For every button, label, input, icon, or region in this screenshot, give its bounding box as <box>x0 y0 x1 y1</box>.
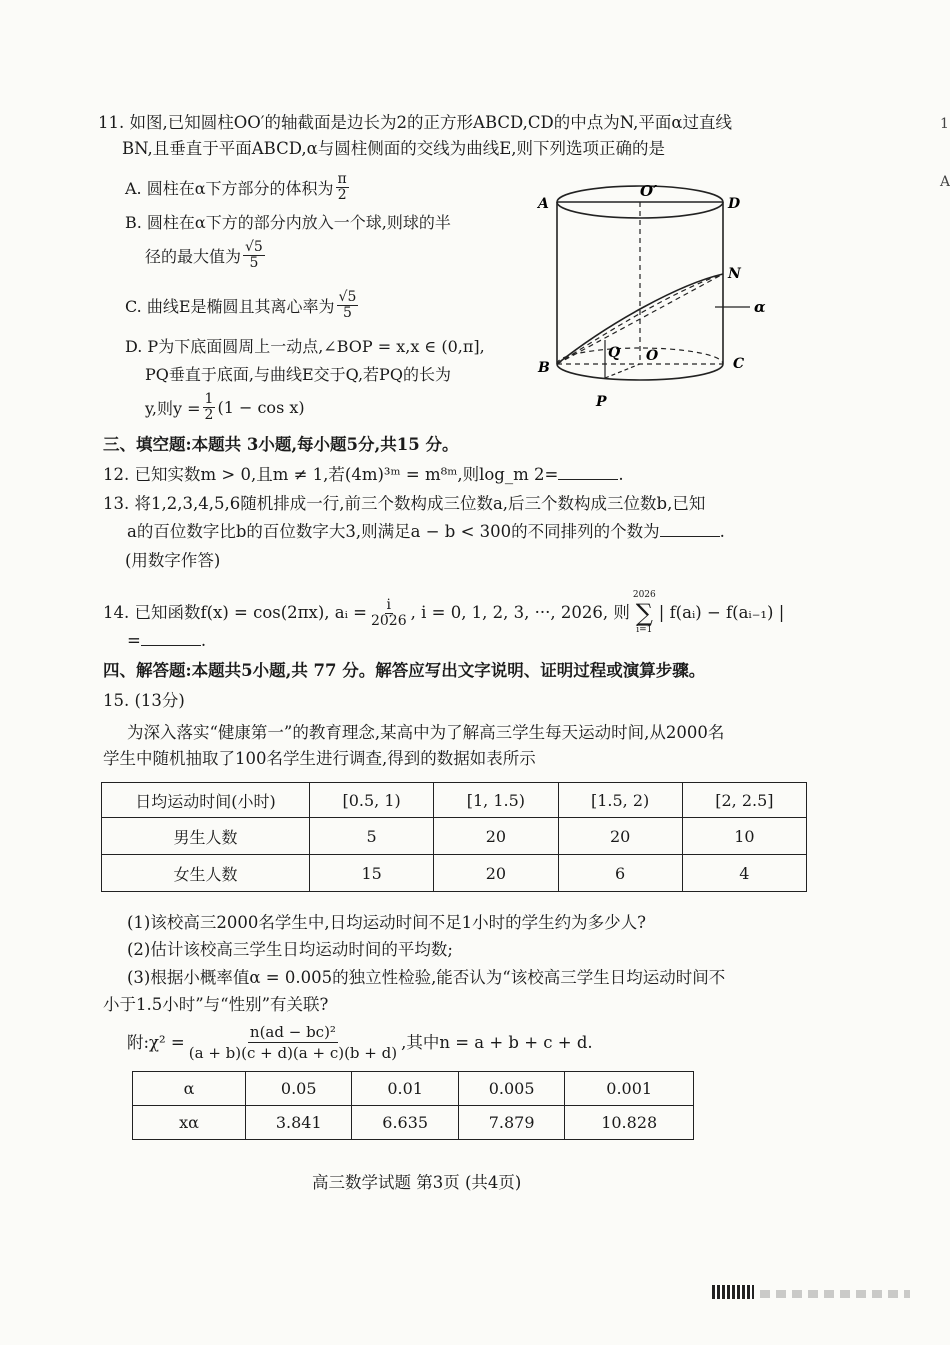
q14-answer-blank <box>141 631 201 646</box>
q15-intro-line1: 为深入落实“健康第一”的教育理念,某高中为了解高三学生每天运动时间,从2000名 <box>127 723 725 742</box>
table-cell: 0.05 <box>246 1072 352 1106</box>
label-a: A <box>538 196 549 212</box>
table-header-cell: [1, 1.5) <box>434 783 558 818</box>
label-b: B <box>538 360 550 376</box>
table-cell: α <box>133 1072 246 1106</box>
label-o: O <box>646 348 659 364</box>
table-row <box>102 818 807 855</box>
q14-sum-expression: | f(aᵢ) − f(aᵢ₋₁) | <box>658 603 785 622</box>
q12-text: 12. 已知实数m > 0,且m ≠ 1,若(4m)³ᵐ = m⁸ᵐ,则log_m 2= <box>103 465 559 484</box>
option-d-fraction <box>203 392 216 423</box>
label-p: P <box>596 394 607 410</box>
margin-mark-a: A <box>940 174 950 190</box>
q13-line1: 13. 将1,2,3,4,5,6随机排成一行,前三个数构成三位数a,后三个数构成三位数b,已知 <box>103 494 706 513</box>
label-o-prime: O′ <box>640 182 658 200</box>
fraction-denominator: 2026 <box>370 612 407 629</box>
q13-line2-text: a的百位数字比b的百位数字大3,则满足a − b < 300的不同排列的个数为 <box>127 522 660 541</box>
table-row <box>133 1072 694 1106</box>
table-cell: 0.005 <box>458 1072 564 1106</box>
sigma-icon: ∑ <box>635 599 653 627</box>
q11-option-b-line2 <box>145 240 267 271</box>
table-cell: 0.001 <box>565 1072 694 1106</box>
q15-sub2: (2)估计该校高三学生日均运动时间的平均数; <box>127 940 453 959</box>
section-3-heading: 三、填空题:本题共 3小题,每小题5分,共15 分。 <box>103 435 459 454</box>
cylinder-figure <box>530 172 780 422</box>
label-c: C <box>733 356 745 372</box>
q11-option-a <box>125 172 351 203</box>
sum-upper-limit: 2026 <box>632 590 656 600</box>
table-header-cell: [2, 2.5] <box>682 783 806 818</box>
sum-lower-limit: i=1 <box>636 625 653 635</box>
q11-option-d-line2: PQ垂直于底面,与曲线E交于Q,若PQ的长为 <box>145 365 451 384</box>
table-cell: xα <box>133 1106 246 1140</box>
option-b-text: 径的最大值为 <box>145 247 242 266</box>
label-alpha: α <box>754 298 766 316</box>
q14-function-def: 14. 已知函数f(x) = cos(2πx), aᵢ = <box>103 603 367 622</box>
table-cell: 20 <box>558 818 682 855</box>
fraction-numerator: 1 <box>204 391 214 407</box>
fraction-denominator: 5 <box>249 255 259 271</box>
table-header-cell: [1.5, 2) <box>558 783 682 818</box>
table-cell: 5 <box>310 818 434 855</box>
q11-option-b-line1: B. 圆柱在α下方的部分内放入一个球,则球的半 <box>125 213 451 232</box>
formula-prefix: 附:χ² = <box>127 1032 185 1052</box>
option-b-fraction <box>243 240 265 271</box>
table-cell: 15 <box>310 855 434 892</box>
fraction-numerator: n(ad − bc)² <box>249 1023 336 1041</box>
table-row <box>102 855 807 892</box>
fraction-numerator: i <box>386 596 392 613</box>
q11-option-c <box>125 290 360 321</box>
label-n: N <box>728 266 741 282</box>
fraction-denominator: 5 <box>342 305 352 321</box>
option-c-fraction <box>337 290 359 321</box>
option-d-y-eq: y,则y = <box>145 399 201 418</box>
q11-stem-line2: BN,且垂直于平面ABCD,α与圆柱侧面的交线为曲线E,则下列选项正确的是 <box>122 139 666 158</box>
margin-mark-1: 1 <box>940 116 949 132</box>
table-cell: 男生人数 <box>102 818 310 855</box>
page-footer: 高三数学试题 第3页 (共4页) <box>312 1173 522 1192</box>
fraction-denominator: 2 <box>337 187 347 203</box>
q15-data-table <box>101 782 807 892</box>
option-a-text: A. 圆柱在α下方部分的体积为 <box>125 179 334 198</box>
label-q: Q <box>608 345 621 361</box>
q15-sub3-line1: (3)根据小概率值α = 0.005的独立性检验,能否认为“该校高三学生日均运动时间不 <box>127 968 726 987</box>
q12-answer-blank <box>558 465 618 480</box>
q12: 12. 已知实数m > 0,且m ≠ 1,若(4m)³ᵐ = m⁸ᵐ,则log_m 2= . <box>103 465 624 484</box>
fraction-denominator: 2 <box>204 407 214 423</box>
option-c-text: C. 曲线E是椭圆且其离心率为 <box>125 297 335 316</box>
q13-line3: (用数字作答) <box>125 551 221 570</box>
table-cell: 3.841 <box>246 1106 352 1140</box>
table-cell: 6 <box>558 855 682 892</box>
critical-value-table <box>132 1071 694 1140</box>
table-cell: 20 <box>434 818 558 855</box>
q15-header: 15. (13分) <box>103 691 185 710</box>
q11-option-d-line1: D. P为下底面圆周上一动点,∠BOP = x,x ∈ (0,π], <box>125 337 485 356</box>
table-cell: 10.828 <box>565 1106 694 1140</box>
table-cell: 0.01 <box>352 1072 458 1106</box>
fraction-denominator: (a + b)(c + d)(a + c)(b + d) <box>188 1044 398 1062</box>
table-row <box>133 1106 694 1140</box>
fraction-numerator: √5 <box>338 289 357 305</box>
table-cell: 4 <box>682 855 806 892</box>
q14-index-range: , i = 0, 1, 2, 3, ···, 2026, 则 <box>410 603 630 622</box>
q13-answer-blank <box>660 522 720 537</box>
table-cell: 7.879 <box>458 1106 564 1140</box>
q14-sum-symbol <box>633 590 656 636</box>
table-cell: 10 <box>682 818 806 855</box>
fraction-numerator: π <box>337 171 347 187</box>
q14-fraction <box>369 598 409 629</box>
table-cell: 6.635 <box>352 1106 458 1140</box>
table-cell: 女生人数 <box>102 855 310 892</box>
fraction-numerator: √5 <box>245 239 263 255</box>
label-d: D <box>728 196 741 212</box>
formula-fraction <box>187 1022 399 1063</box>
formula-suffix: ,其中n = a + b + c + d. <box>401 1032 593 1052</box>
bottom-ellipse-front <box>557 364 723 380</box>
q14-line2: = . <box>127 631 207 650</box>
table-header-row <box>102 783 807 818</box>
segment-op <box>605 364 640 378</box>
section-4-heading: 四、解答题:本题共5小题,共 77 分。解答应写出文字说明、证明过程或演算步骤。 <box>103 661 706 680</box>
q11-stem-line1: 11. 如图,已知圆柱OO′的轴截面是边长为2的正方形ABCD,CD的中点为N,平面α过直线 <box>98 113 733 132</box>
q14-equals: = <box>127 631 141 650</box>
q11-option-d-line3 <box>145 392 305 423</box>
q15-sub1: (1)该校高三2000名学生中,日均运动时间不足1小时的学生约为多少人? <box>127 913 646 932</box>
qr-code-icon <box>712 1285 754 1299</box>
table-cell: 20 <box>434 855 558 892</box>
option-d-expression: (1 − cos x) <box>217 398 305 417</box>
q15-chi-square-formula <box>127 1022 593 1063</box>
q15-sub3-line2: 小于1.5小时”与“性别”有关联? <box>103 995 329 1014</box>
table-header-cell: [0.5, 1) <box>310 783 434 818</box>
scan-artifact <box>760 1290 910 1298</box>
table-header-cell: 日均运动时间(小时) <box>102 783 310 818</box>
option-a-fraction <box>336 172 349 203</box>
q13-line2: a的百位数字比b的百位数字大3,则满足a − b < 300的不同排列的个数为 . <box>127 522 725 541</box>
q15-intro-line2: 学生中随机抽取了100名学生进行调查,得到的数据如表所示 <box>103 749 536 768</box>
